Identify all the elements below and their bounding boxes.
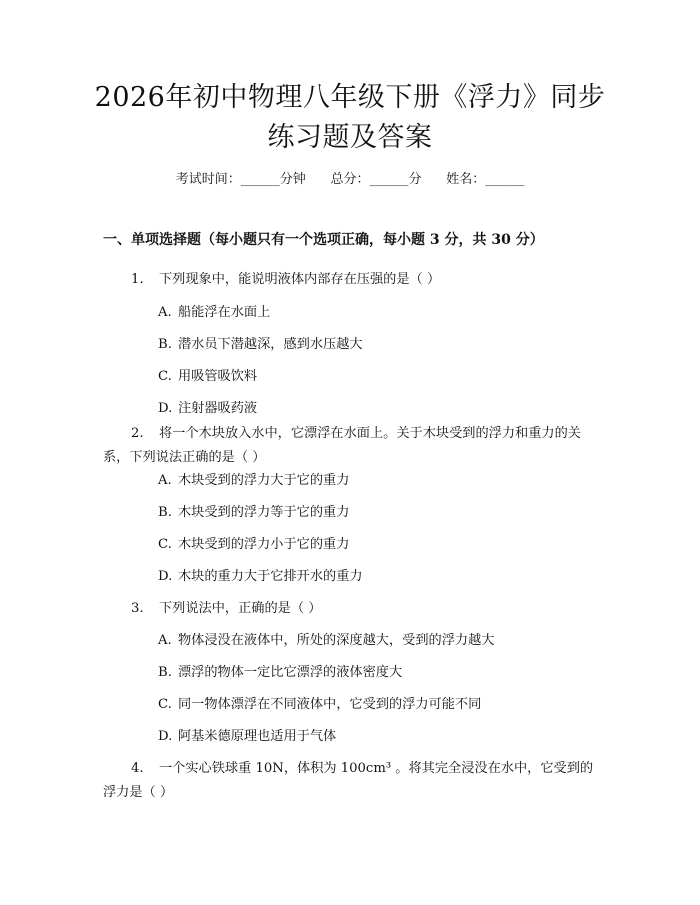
option-text: 注射器吸药液 — [178, 401, 258, 416]
option-letter: D. — [158, 569, 173, 584]
option-text: 木块受到的浮力小于它的重力 — [178, 537, 350, 552]
option-text: 同一物体漂浮在不同液体中，它受到的浮力可能不同 — [178, 697, 482, 712]
option-text: 阿基米德原理也适用于气体 — [178, 729, 337, 744]
question-text: 一个实心铁球重 10N，体积为 100cm³ 。将其完全浸没在水中，它受到的浮力是（ ） — [103, 761, 594, 800]
q2-option-d — [158, 567, 363, 587]
option-text: 木块受到的浮力等于它的重力 — [178, 505, 350, 520]
question-text: 将一个木块放入水中，它漂浮在水面上。关于木块受到的浮力和重力的关系，下列说法正确的是（ ） — [103, 426, 581, 465]
question-text: 下列现象中，能说明液体内部存在压强的是（ ） — [159, 272, 441, 287]
q1-option-a — [158, 303, 270, 323]
question-number: 2. — [131, 426, 144, 441]
q1-option-d — [158, 399, 257, 419]
option-text: 漂浮的物体一定比它漂浮的液体密度大 — [178, 665, 403, 680]
option-text: 潜水员下潜越深，感到水压越大 — [178, 337, 363, 352]
option-letter: C. — [158, 537, 172, 552]
option-letter: D. — [158, 401, 173, 416]
option-letter: B. — [158, 337, 172, 352]
option-letter: C. — [158, 369, 172, 384]
q3-option-a — [158, 631, 495, 651]
q1-option-c — [158, 367, 257, 387]
option-text: 木块的重力大于它排开水的重力 — [178, 569, 363, 584]
option-letter: B. — [158, 505, 172, 520]
option-text: 木块受到的浮力大于它的重力 — [178, 473, 350, 488]
q1-option-b — [158, 335, 363, 355]
question-4 — [103, 757, 603, 805]
q3-option-d — [158, 727, 336, 747]
option-text: 用吸管吸饮料 — [178, 369, 258, 384]
question-text: 下列说法中，正确的是（ ） — [159, 601, 322, 616]
q3-option-c — [158, 695, 481, 715]
question-number: 4. — [131, 761, 144, 776]
q2-option-b — [158, 503, 349, 523]
question-3 — [103, 597, 603, 621]
exam-info-line: 考试时间：______分钟 总分：______分 姓名：______ — [175, 172, 525, 187]
option-letter: B. — [158, 665, 172, 680]
option-letter: A. — [158, 305, 172, 320]
option-text: 物体浸没在液体中，所处的深度越大，受到的浮力越大 — [178, 633, 495, 648]
question-1 — [103, 268, 603, 292]
option-letter: C. — [158, 697, 172, 712]
section-heading: 一、单项选择题（每小题只有一个选项正确，每小题 3 分，共 30 分） — [103, 232, 544, 248]
question-number: 1. — [131, 272, 144, 287]
q3-option-b — [158, 663, 402, 683]
question-number: 3. — [131, 601, 144, 616]
q2-option-a — [158, 471, 349, 491]
option-letter: D. — [158, 729, 173, 744]
option-text: 船能浮在水面上 — [178, 305, 271, 320]
option-letter: A. — [158, 473, 172, 488]
page-title: 2026年初中物理八年级下册《浮力》同步练习题及答案 — [94, 82, 606, 153]
option-letter: A. — [158, 633, 172, 648]
q2-option-c — [158, 535, 349, 555]
question-2 — [103, 422, 603, 470]
